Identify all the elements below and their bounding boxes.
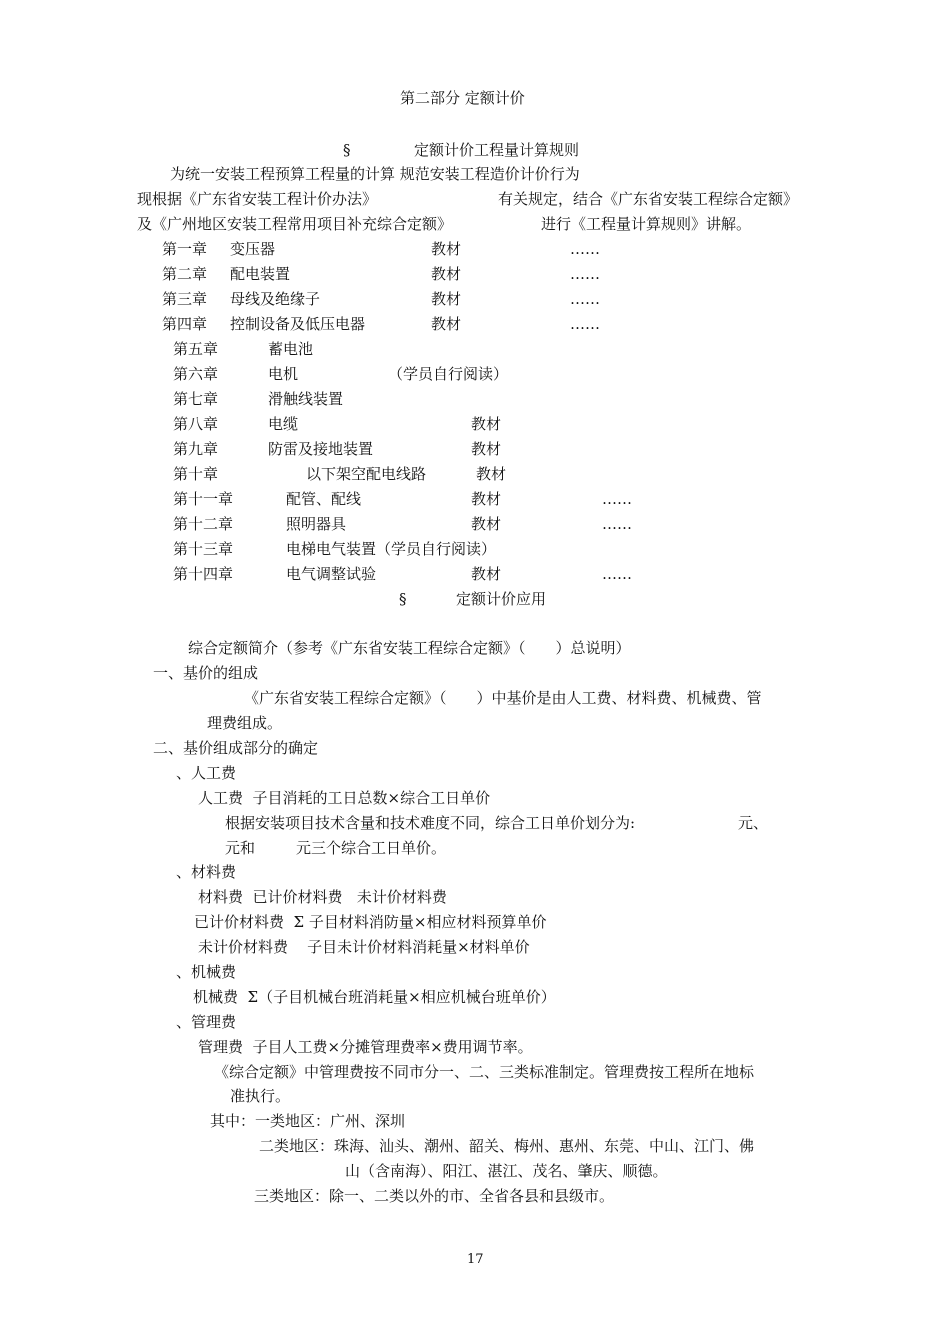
formula-mgmt: 管理费 子目人工费×分摊管理费率×费用调节率。 bbox=[198, 1038, 533, 1056]
chapter-name: 控制设备及低压电器 bbox=[230, 315, 366, 333]
section-mark: § bbox=[343, 141, 351, 159]
chapter-dots: …… bbox=[602, 565, 632, 583]
chapter-note: 教材 bbox=[471, 440, 502, 458]
chapter-name: 以下架空配电线路 bbox=[306, 465, 427, 483]
section-title: 定额计价工程量计算规则 bbox=[414, 141, 580, 159]
chapter-number: 第一章 bbox=[162, 240, 208, 258]
intro-line: 为统一安装工程预算工程量的计算 规范安装工程造价计价行为 bbox=[170, 165, 580, 183]
intro-line: 现根据《广东省安装工程计价办法》 bbox=[137, 190, 378, 208]
chapter-number: 第六章 bbox=[173, 365, 219, 383]
region-1: 其中：一类地区：广州、深圳 bbox=[210, 1112, 406, 1130]
chapter-name: 电梯电气装置（学员自行阅读） bbox=[286, 540, 497, 558]
chapter-number: 第五章 bbox=[173, 340, 219, 358]
intro-line: 有关规定，结合《广东省安装工程综合定额》 bbox=[498, 190, 799, 208]
chapter-dots: …… bbox=[570, 290, 600, 308]
chapter-note: 教材 bbox=[431, 290, 462, 308]
chapter-name: 母线及绝缘子 bbox=[230, 290, 321, 308]
region-3: 三类地区：除一、二类以外的市、全省各县和县级市。 bbox=[254, 1187, 615, 1205]
chapter-note: 教材 bbox=[471, 515, 502, 533]
formula-machine: 机械费 Σ（子目机械台班消耗量×相应机械台班单价） bbox=[193, 988, 556, 1006]
chapter-note: 教材 bbox=[471, 415, 502, 433]
intro-line: 及《广州地区安装工程常用项目补充综合定额》 bbox=[137, 215, 453, 233]
region-2-cont: 山（含南海）、阳江、湛江、茂名、肇庆、顺德。 bbox=[345, 1162, 668, 1180]
intro-line: 进行《工程量计算规则》讲解。 bbox=[541, 215, 752, 233]
chapter-dots: …… bbox=[570, 315, 600, 333]
subheading-machine: 、机械费 bbox=[176, 963, 237, 981]
formula-material: 已计价材料费 Σ 子目材料消防量×相应材料预算单价 bbox=[194, 913, 547, 931]
chapter-note: 教材 bbox=[476, 465, 507, 483]
chapter-number: 第八章 bbox=[173, 415, 219, 433]
chapter-dots: …… bbox=[602, 490, 632, 508]
chapter-name: 配管、配线 bbox=[286, 490, 362, 508]
paragraph: 根据安装项目技术含量和技术难度不同，综合工日单价划分为: bbox=[225, 814, 636, 832]
chapter-number: 第四章 bbox=[162, 315, 208, 333]
paragraph: 准执行。 bbox=[230, 1087, 291, 1105]
heading-1: 一、基价的组成 bbox=[153, 664, 259, 682]
chapter-note: 教材 bbox=[431, 315, 462, 333]
chapter-number: 第十四章 bbox=[173, 565, 234, 583]
page-number: 17 bbox=[467, 1252, 484, 1267]
subheading-mgmt: 、管理费 bbox=[176, 1013, 237, 1031]
subheading-labor: 、人工费 bbox=[176, 764, 237, 782]
chapter-name: 蓄电池 bbox=[268, 340, 314, 358]
chapter-name: 电气调整试验 bbox=[286, 565, 377, 583]
chapter-note: （学员自行阅读） bbox=[388, 365, 509, 383]
chapter-number: 第十一章 bbox=[173, 490, 234, 508]
heading-2: 二、基价组成部分的确定 bbox=[153, 739, 319, 757]
overview-line: 综合定额简介（参考《广东省安装工程综合定额》（ ）总说明） bbox=[188, 639, 631, 657]
chapter-dots: …… bbox=[602, 515, 632, 533]
formula-labor: 人工费 子目消耗的工日总数×综合工日单价 bbox=[198, 789, 491, 807]
paragraph: 《广东省安装工程综合定额》（ ）中基价是由人工费、材料费、机械费、管 bbox=[244, 689, 762, 707]
chapter-name: 照明器具 bbox=[286, 515, 347, 533]
chapter-name: 电机 bbox=[268, 365, 299, 383]
chapter-number: 第二章 bbox=[162, 265, 208, 283]
formula-material: 材料费 已计价材料费 未计价材料费 bbox=[198, 888, 447, 906]
chapter-note: 教材 bbox=[471, 490, 502, 508]
chapter-name: 变压器 bbox=[230, 240, 276, 258]
subheading-material: 、材料费 bbox=[176, 863, 237, 881]
page-title: 第二部分 定额计价 bbox=[400, 89, 525, 107]
chapter-number: 第九章 bbox=[173, 440, 219, 458]
chapter-number: 第三章 bbox=[162, 290, 208, 308]
section-mark: § bbox=[399, 590, 407, 608]
paragraph: 理费组成。 bbox=[207, 714, 283, 732]
chapter-dots: …… bbox=[570, 265, 600, 283]
paragraph: 《综合定额》中管理费按不同市分一、二、三类标准制定。管理费按工程所在地标 bbox=[214, 1063, 755, 1081]
section-title: 定额计价应用 bbox=[456, 590, 547, 608]
chapter-number: 第十三章 bbox=[173, 540, 234, 558]
paragraph: 元三个综合工日单价。 bbox=[296, 839, 447, 857]
chapter-number: 第七章 bbox=[173, 390, 219, 408]
chapter-note: 教材 bbox=[471, 565, 502, 583]
region-2: 二类地区：珠海、汕头、潮州、韶关、梅州、惠州、东莞、中山、江门、佛 bbox=[259, 1137, 755, 1155]
chapter-number: 第十二章 bbox=[173, 515, 234, 533]
paragraph: 元和 bbox=[225, 839, 256, 857]
chapter-dots: …… bbox=[570, 240, 600, 258]
formula-material: 未计价材料费 子目未计价材料消耗量×材料单价 bbox=[198, 938, 530, 956]
chapter-note: 教材 bbox=[431, 240, 462, 258]
chapter-name: 电缆 bbox=[268, 415, 299, 433]
chapter-note: 教材 bbox=[431, 265, 462, 283]
paragraph: 元、 bbox=[738, 814, 769, 832]
chapter-number: 第十章 bbox=[173, 465, 219, 483]
chapter-name: 配电装置 bbox=[230, 265, 291, 283]
chapter-name: 滑触线装置 bbox=[268, 390, 344, 408]
chapter-name: 防雷及接地装置 bbox=[268, 440, 374, 458]
